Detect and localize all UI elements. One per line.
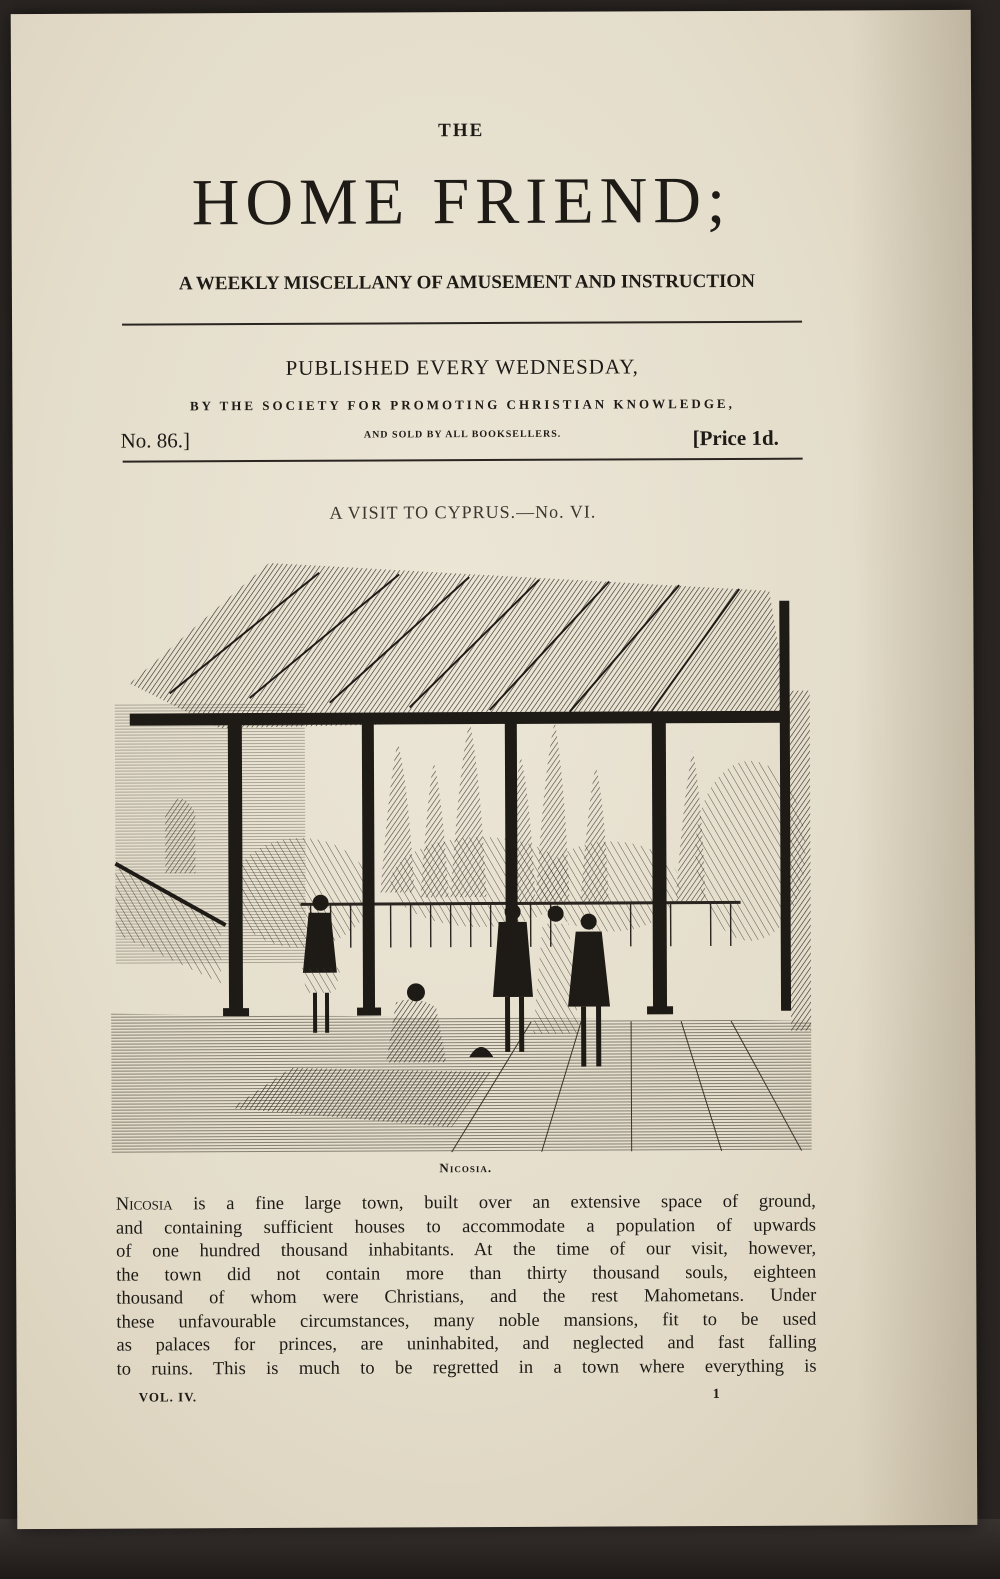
engraving-caption [16, 1158, 916, 1178]
article-line [116, 1191, 816, 1218]
masthead-title: HOME FRIEND; [191, 163, 732, 240]
caption-text: Nicosia. [439, 1160, 493, 1176]
issue-price: [Price 1d. [692, 425, 779, 451]
article-line: as palaces for princes, are uninhabited, and neglected and fast falling [116, 1332, 817, 1356]
article-line: the town did not contain more than thirty thousand souls, eighteen [116, 1262, 817, 1286]
page-number: 1 [712, 1387, 720, 1403]
masthead-subtitle: A WEEKLY MISCELLANY OF AMUSEMENT AND INSTRUCTION [178, 270, 755, 295]
volume-label: VOL. IV. [138, 1389, 198, 1405]
bookseller-line: AND SOLD BY ALL BOOKSELLERS. [363, 428, 562, 441]
masthead-rule-bottom [123, 458, 803, 463]
publisher-line: BY THE SOCIETY FOR PROMOTING CHRISTIAN KNOWLEDGE, [189, 395, 735, 414]
masthead-the: THE [438, 120, 485, 142]
masthead-rule-top [122, 321, 802, 326]
article-heading: A VISIT TO CYPRUS.—No. VI. [329, 501, 597, 523]
publication-schedule: PUBLISHED EVERY WEDNESDAY, [285, 354, 639, 380]
article-line: to ruins. This is much to be regretted in a town where everything is [116, 1356, 817, 1380]
issue-number: No. 86.] [120, 428, 191, 453]
article-line-text: is a fine large town, built over an extensive space of ground, [172, 1191, 816, 1215]
newspaper-page [11, 10, 978, 1529]
article-line: these unfavourable circumstances, many noble mansions, fit to be used [116, 1309, 817, 1333]
nicosia-engraving [109, 551, 814, 1154]
article-line: thousand of whom were Christians, and the rest Mahometans. Under [116, 1285, 817, 1309]
article-lead-word: Nicosia [115, 1194, 173, 1215]
article-body [116, 1191, 817, 1382]
article-line: of one hundred thousand inhabitants. At the time of our visit, however, [116, 1238, 817, 1262]
article-line: and containing sufficient houses to accommodate a population of upwards [115, 1215, 817, 1239]
